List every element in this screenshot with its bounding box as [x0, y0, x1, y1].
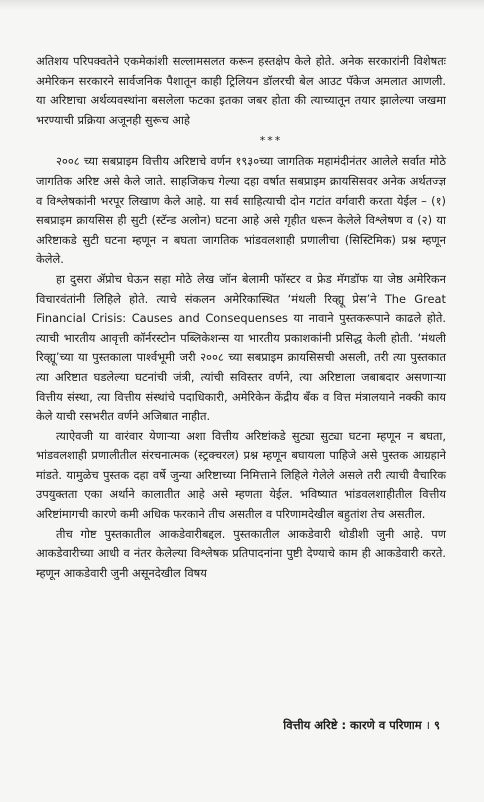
page-top-edge: [0, 0, 484, 10]
footer-separator: ।: [425, 718, 431, 732]
section-break: ***: [259, 134, 283, 148]
paragraph: तीच गोष्ट पुस्तकातील आकडेवारीबद्दल. पुस्तकातील आकडेवारी थोडीशी जुनी आहे. पण आकडेवारीच्या आधी व नंतर केलेल्या विश्लेषक प्रतिपादनांना पुष्टी देण्याचे काम ही आकडेवारी करते. म्हणून आकडेवारी जुनी असूनदेखील विषय: [36, 526, 446, 580]
body-text: [36, 52, 446, 583]
paragraph: त्याऐवजी या वारंवार येणाऱ्या अशा वित्तीय अरिष्टांकडे सुट्या सुट्या घटना म्हणून न बघता, भांडवलशाही प्रणालीतील संरचनात्मक (स्ट्रक्चरल) प्रश्न म्हणून बघायला पाहिजे असे पुस्तक आग्रहाने मांडते. यामुळेच पुस्तक दहा वर्षे जुन्या अरिष्टाच्या निमित्ताने लिहिले गेलेले असले तरी त्याची वैचारिक उपयुक्तता एका अर्थाने कालातीत आहे असे म्हणता येईल. भविष्यात भांडवलशाहीतील वित्तीय अरिष्टांमागची कारणे कमी अधिक फरकाने तीच असतील व परिणामदेखील बहुतांश तेच असतील.: [36, 428, 446, 522]
footer-title: वित्तीय अरिष्टे : कारणे व परिणाम: [283, 718, 422, 732]
running-footer: [283, 718, 440, 733]
page-number: ९: [434, 718, 440, 732]
paragraph: अतिशय परिपक्वतेने एकमेकांशी सल्लामसलत करून हस्तक्षेप केले होते. अनेक सरकारांनी विशेषतः अमेरिकन सरकारने सार्वजनिक पैशातून काही ट्रिलियन डॉलरची बेल आउट पॅकेज अमलात आणली. या अरिष्टाचा अर्थव्यवस्थांना बसलेला फटका इतका जबर होता की त्याच्यातून तयार झालेल्या जखमा भरण्याची प्रक्रिया अजूनही सुरूच आहे: [36, 54, 446, 127]
paragraph: २००८ च्या सबप्राइम वित्तीय अरिष्टाचे वर्णन १९३०च्या जागतिक महामंदीनंतर आलेले सर्वात मोठे जागतिक अरिष्ट असे केले जाते. साहजिकच गेल्या दहा वर्षात सबप्राइम क्रायसिसवर अनेक अर्थतज्ज्ञ व विश्लेषकांनी भरपूर लिखाण केले आहे. या सर्व साहित्याची दोन गटांत वर्गवारी करता येईल – (१) सबप्राइम क्रायसिस ही सुटी (स्टॅन्ड अलोन) घटना आहे असे गृहीत धरून केलेले विश्लेषण व (२) या अरिष्टाकडे सुटी घटना म्हणून न बघता जागतिक भांडवलशाही प्रणालीचा (सिस्टिमिक) प्रश्न म्हणून केलेले.: [36, 154, 446, 267]
paragraph: हा दुसरा ॲप्रोच घेऊन सहा मोठे लेख जॉन बेलामी फॉस्टर व फ्रेड मॅगडॉफ या जेष्ठ अमेरिकन विचारवंतांनी लिहिले होते. त्याचे संकलन अमेरिकास्थित ‘मंथली रिव्ह्यू प्रेस’ने The Great Financial Crisis: Causes and Consequenses या नावाने पुस्तकरूपाने काढले होते. त्याची भारतीय आवृत्ती कॉर्नरस्टोन पब्लिकेशन्स या भारतीय प्रकाशकांनी प्रसिद्ध केली होती. ‘मंथली रिव्ह्यू’च्या या पुस्तकाला पार्श्वभूमी जरी २००८ च्या सबप्राइम क्रायसिसची असली, तरी त्या पुस्तकात त्या अरिष्टात घडलेल्या घटनांची जंत्री, त्यांची सविस्तर वर्णने, त्या अरिष्टाला जबाबदार असणाऱ्या वित्तीय संस्था, त्या वित्तीय संस्थांचे पदाधिकारी, अमेरिकेन केंद्रीय बँक व वित्त मंत्रालयाने नक्की काय केले याची रसभरीत वर्णने अजिबात नाहीत.: [36, 271, 446, 424]
